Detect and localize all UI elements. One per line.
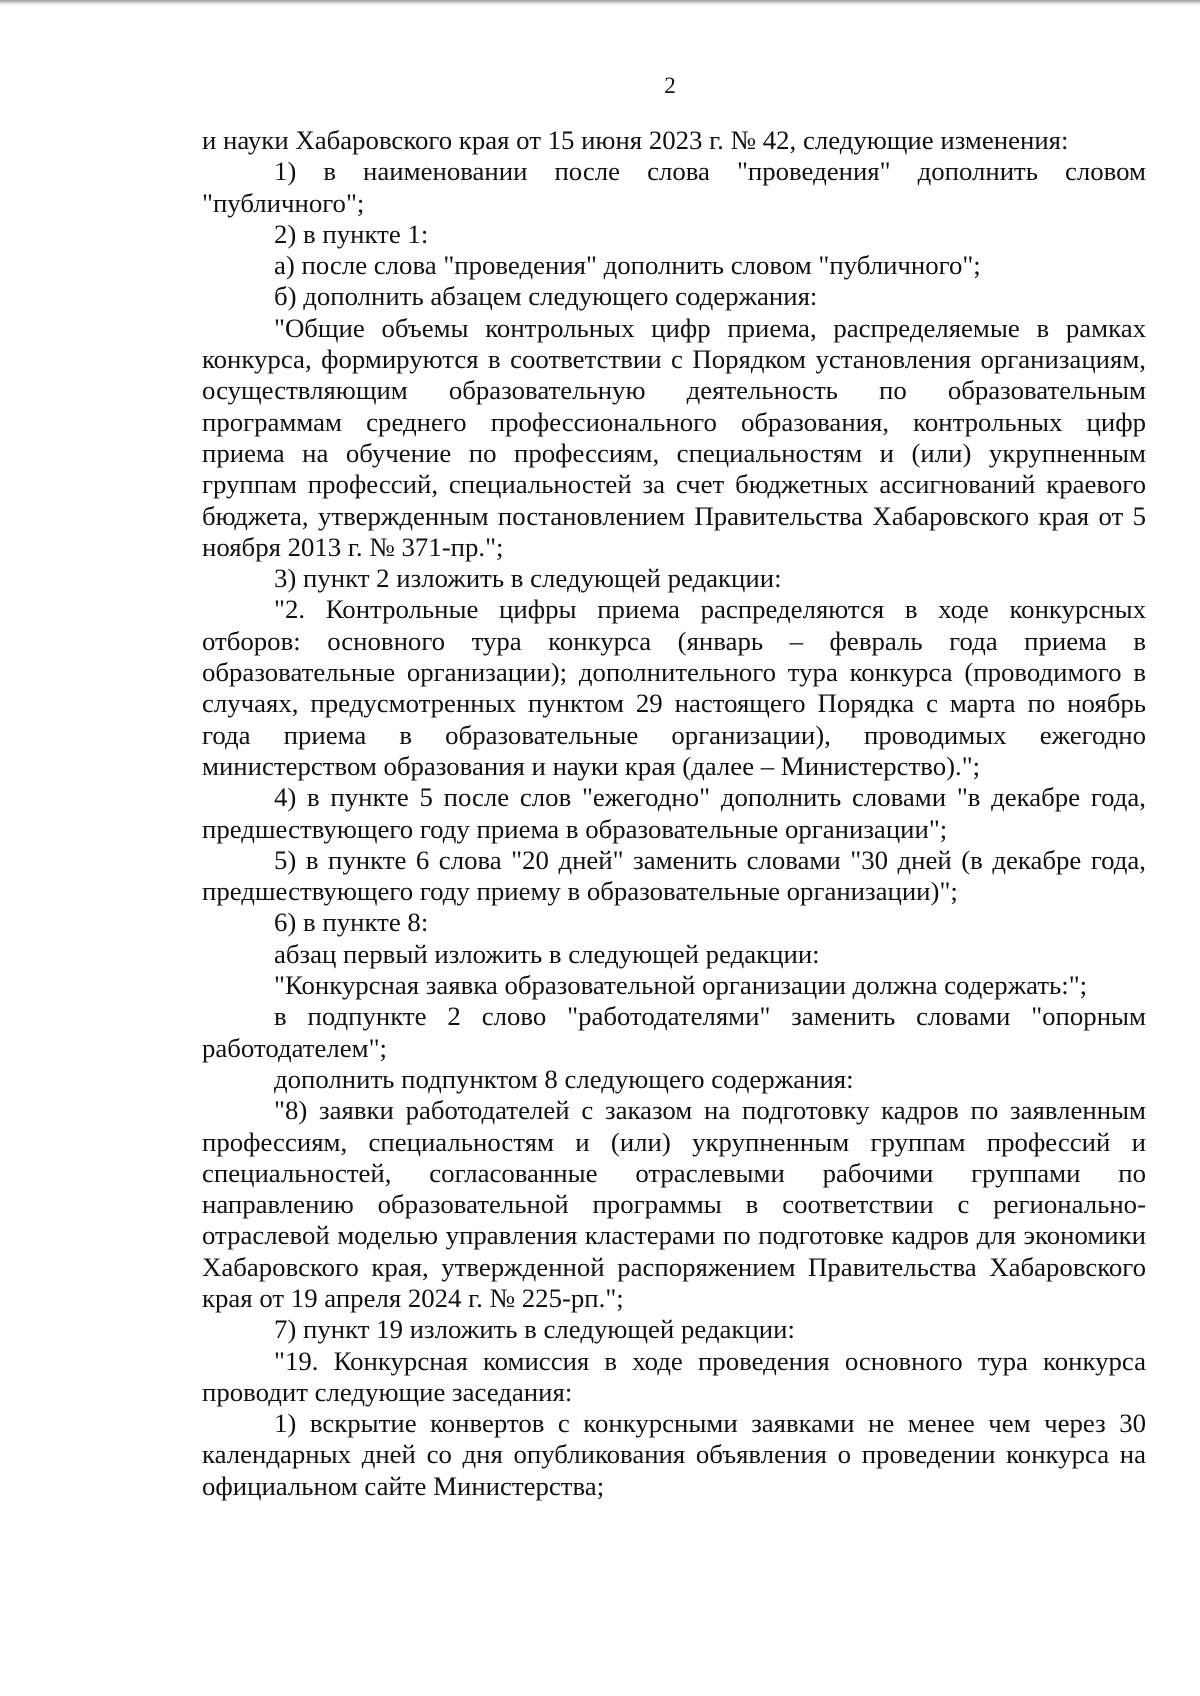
- paragraph-quoted-item-19-sub-1: 1) вскрытие конвертов с конкурсными заявками не менее чем через 30 календарных дней со дня опубликования объявления о проведении конкурса на официальном сайте Министерства;: [202, 1408, 1146, 1501]
- paragraph-amendment-4: 4) в пункте 5 после слов "ежегодно" дополнить словами "в декабре года, предшествующего году приема в образовательные организации";: [202, 782, 1146, 844]
- paragraph-amendment-6-first-clause: абзац первый изложить в следующей редакции:: [274, 938, 820, 969]
- paragraph-amendment-5: 5) в пункте 6 слова "20 дней" заменить словами "30 дней (в декабре года, предшествующего году приему в образовательные организации)";: [202, 844, 1146, 907]
- paragraph-amendment-6: 6) в пункте 8:: [274, 907, 429, 938]
- paragraph-amendment-3: 3) пункт 2 изложить в следующей редакции:: [274, 563, 782, 594]
- page-number: 2: [664, 73, 676, 98]
- scan-top-edge: [0, 0, 1200, 6]
- paragraph-amendment-6-add-subitem-8: дополнить подпунктом 8 следующего содержания:: [274, 1063, 854, 1094]
- paragraph-quoted-item-2: "2. Контрольные цифры приема распределяются в ходе конкурсных отборов: основного тура конкурса (январь – февраль года приема в образовательные организации); дополнительного тура конкурса (проводимого в случаях, предусмотренных пунктом 29 настоящего Порядка с марта по ноябрь года приема в образовательные организации), проводимых ежегодно министерством образования и науки края (далее – Министерство).";: [202, 594, 1146, 781]
- document-body: [202, 125, 1146, 1502]
- paragraph-amendment-6-subitem-2: в подпункте 2 слово "работодателями" заменить словами "опорным работодателем";: [202, 1001, 1146, 1063]
- paragraph-preamble-ending: и науки Хабаровского края от 15 июня 2023 г. № 42, следующие изменения:: [202, 125, 1069, 155]
- paragraph-amendment-2: 2) в пункте 1:: [274, 218, 429, 249]
- paragraph-quoted-general-volumes: "Общие объемы контрольных цифр приема, распределяемые в рамках конкурса, формируются в соответствии с Порядком установления организациям, осуществляющим образовательную деятельность по образовательным программам среднего профессионального образования, контрольных цифр приема на обучение по профессиям, специальностям и (или) укрупненным группам профессий, специальностей за счет бюджетных ассигнований краевого бюджета, утвержденным постановлением Правительства Хабаровского края от 5 ноября 2013 г. № 371-пр.";: [202, 312, 1146, 562]
- paragraph-amendment-2a: а) после слова "проведения" дополнить словом "публичного";: [274, 250, 981, 281]
- paragraph-amendment-2b: б) дополнить абзацем следующего содержания:: [274, 281, 818, 312]
- paragraph-amendment-7: 7) пункт 19 изложить в следующей редакции:: [274, 1314, 795, 1345]
- paragraph-quoted-application-content: "Конкурсная заявка образовательной организации должна содержать:";: [274, 970, 1088, 1001]
- paragraph-quoted-item-19: "19. Конкурсная комиссия в ходе проведения основного тура конкурса проводит следующие заседания:: [202, 1345, 1146, 1407]
- paragraph-quoted-subitem-8: "8) заявки работодателей с заказом на подготовку кадров по заявленным профессиям, специальностям и (или) укрупненным группам профессий и специальностей, согласованные отраслевыми рабочими группами по направлению образовательной программы в соответствии с регионально-отраслевой моделью управления кластерами по подготовке кадров для экономики Хабаровского края, утвержденной распоряжением Правительства Хабаровского края от 19 апреля 2024 г. № 225-рп.";: [202, 1095, 1146, 1313]
- paragraph-amendment-1: 1) в наименовании после слова "проведения" дополнить словом "публичного";: [202, 156, 1146, 218]
